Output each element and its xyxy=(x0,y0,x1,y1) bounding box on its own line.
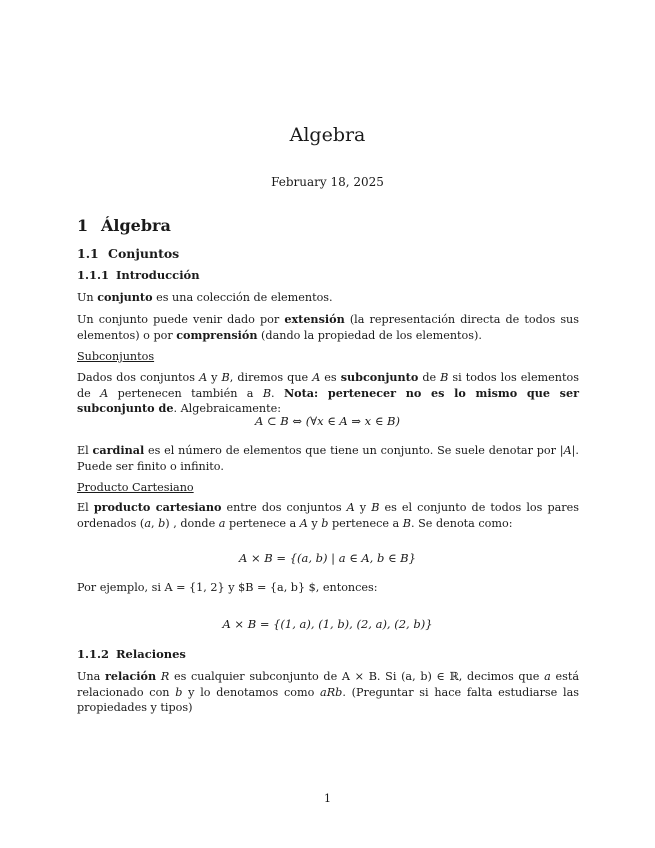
subconjuntos-heading: Subconjuntos xyxy=(77,350,155,363)
equation-ejemplo: A × B = {(1, a), (1, b), (2, a), (2, b)} xyxy=(222,617,433,631)
page-number: 1 xyxy=(324,792,331,805)
equation-producto-cartesiano: A × B = {(a, b) | a ∈ A, b ∈ B} xyxy=(239,551,416,565)
subsubsection-number: 1.1.2 xyxy=(77,647,110,661)
paragraph-extension-comprension: Un conjunto puede venir dado por extensión (la representación directa de todos sus elementos) o por comprensión (dando la propiedad de los elementos). xyxy=(77,312,580,342)
paragraph-subconjuntos: Dados dos conjuntos A y B, diremos que A es subconjunto de B si todos los elementos de A pertenecen también a B. Nota: pertenecer no es lo mismo que ser subconjunto de. Algebraicamente: xyxy=(77,370,579,416)
section-heading xyxy=(77,216,171,235)
equation-subconjunto: A ⊂ B ⇔ (∀x ∈ A ⇒ x ∈ B) xyxy=(255,414,400,428)
document-date: February 18, 2025 xyxy=(271,175,384,189)
paragraph-cardinal: El cardinal es el número de elementos que tiene un conjunto. Se suele denotar por |A|. Puede ser finito o infinito. xyxy=(77,443,579,473)
subsubsection-number: 1.1.1 xyxy=(77,268,110,282)
section-title: Álgebra xyxy=(101,216,171,235)
subsubsection-title: Relaciones xyxy=(116,647,186,661)
subsubsection-heading-introduccion xyxy=(77,268,200,282)
paragraph-conjunto: Un conjunto es una colección de elementos. xyxy=(77,290,333,304)
subsection-heading xyxy=(77,246,179,261)
section-number: 1 xyxy=(77,216,89,235)
producto-cartesiano-heading: Producto Cartesiano xyxy=(77,481,194,494)
paragraph-relaciones: Una relación R es cualquier subconjunto de A × B. Si (a, b) ∈ ℝ, decimos que a está relacionado con b y lo denotamos como aRb. (Preguntar si hace falta estudiarse las propiedades y tipos) xyxy=(77,669,580,715)
paragraph-ejemplo: Por ejemplo, si A = {1, 2} y $B = {a, b} $, entonces: xyxy=(77,581,378,594)
subsubsection-title: Introducción xyxy=(116,268,200,282)
subsection-number: 1.1 xyxy=(77,246,99,261)
subsubsection-heading-relaciones xyxy=(77,647,186,661)
paragraph-producto-cartesiano: El producto cartesiano entre dos conjuntos A y B es el conjunto de todos los pares ordenados (a, b) , donde a pertenece a A y b pertenece a B. Se denota como: xyxy=(77,500,579,530)
subsection-title: Conjuntos xyxy=(108,246,180,261)
document-title: Algebra xyxy=(289,124,366,146)
